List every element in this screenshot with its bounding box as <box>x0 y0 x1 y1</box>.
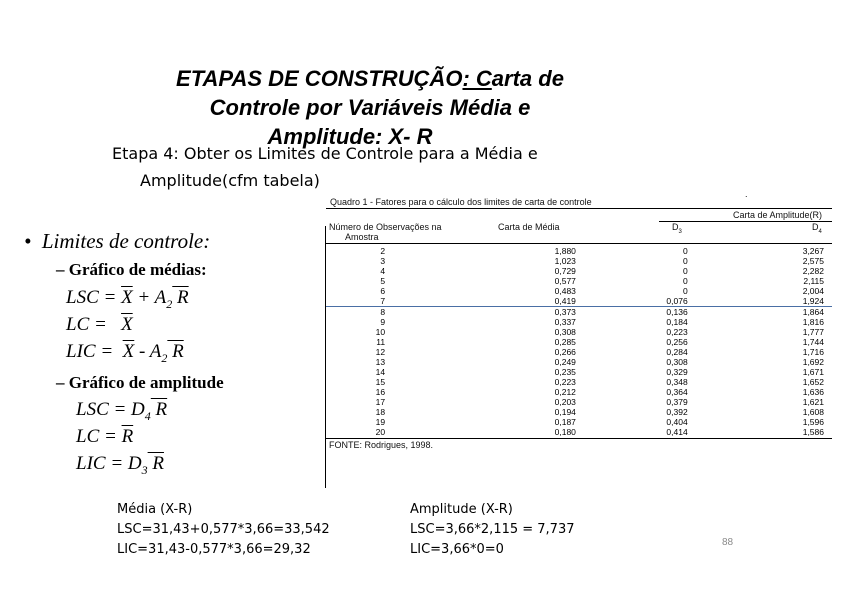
cell-d3: 0 <box>682 276 688 286</box>
table-row <box>326 387 832 397</box>
cell-d3: 0,404 <box>666 417 688 427</box>
cell-d4: 2,282 <box>802 266 824 276</box>
cell-d4: 1,652 <box>802 377 824 387</box>
cell-a2: 0,194 <box>554 407 576 417</box>
limits-heading: • Limites de controle: <box>24 229 211 253</box>
table-left-rule <box>325 226 326 488</box>
factor-table <box>326 246 832 437</box>
cell-n: 6 <box>380 286 386 296</box>
cell-d4: 2,575 <box>802 256 824 266</box>
table-row <box>326 276 832 286</box>
cell-n: 13 <box>375 357 386 367</box>
table-row <box>326 377 832 387</box>
cell-n: 15 <box>375 377 386 387</box>
table-row <box>326 397 832 407</box>
cell-d4: 1,692 <box>802 357 824 367</box>
cell-a2: 0,729 <box>554 266 576 276</box>
cell-n: 7 <box>326 296 397 307</box>
cell-n: 2 <box>380 246 386 256</box>
cell-d4: 1,716 <box>802 347 824 357</box>
title-line-1: ETAPAS DE CONSTRUÇÃO: Carta de <box>176 66 564 91</box>
cell-a2: 0,212 <box>554 387 576 397</box>
cell-n: 10 <box>375 327 386 337</box>
col-header-observations: Número de Observações na Amostra <box>329 222 442 242</box>
cell-a2: 0,223 <box>554 377 576 387</box>
cell-a2: 1,880 <box>554 246 576 256</box>
cell-d3: 0,076 <box>576 296 688 307</box>
cell-d4: 1,671 <box>802 367 824 377</box>
cell-n: 5 <box>380 276 386 286</box>
cell-d3: 0,364 <box>666 387 688 397</box>
cell-d4: 1,608 <box>802 407 824 417</box>
table-row <box>326 286 832 296</box>
cell-d4: 2,115 <box>803 276 824 286</box>
cell-d4: 1,744 <box>802 337 824 347</box>
cell-n: 17 <box>375 397 386 407</box>
cell-d3: 0,329 <box>666 367 688 377</box>
table-dot: . <box>745 189 748 199</box>
mean-calc-lic: LIC=31,43-0,577*3,66=29,32 <box>117 542 311 557</box>
cell-d3: 0,184 <box>666 317 688 327</box>
cell-n: 11 <box>376 337 386 347</box>
cell-d4: 1,586 <box>802 427 824 437</box>
cell-n: 19 <box>375 417 386 427</box>
cell-n: 20 <box>375 427 386 437</box>
table-row <box>326 256 832 266</box>
range-calc-title: Amplitude (X-R) <box>410 502 513 517</box>
cell-n: 14 <box>375 367 386 377</box>
mean-calc-lsc: LSC=31,43+0,577*3,66=33,542 <box>117 522 330 537</box>
range-lsc-formula: LSC = $D_4$ R <box>76 399 168 423</box>
cell-a2: 0,235 <box>554 367 576 377</box>
factor-table-block <box>326 208 832 450</box>
cell-d3: 0,392 <box>666 407 688 417</box>
range-chart-heading: – Gráfico de amplitude <box>56 373 224 392</box>
cell-n: 4 <box>380 266 386 276</box>
cell-d3: 0,136 <box>666 307 688 317</box>
step-text-line-2: Amplitude(cfm tabela) <box>140 171 320 190</box>
range-chart-group-header: Carta de Amplitude(R) <box>732 210 822 220</box>
means-lsc-formula: LSC = $\overline{X} + A_2$ R <box>66 287 189 311</box>
table-header-row <box>326 221 832 244</box>
range-calc-lic: LIC=3,66*0=0 <box>410 542 504 557</box>
cell-d4: 1,596 <box>802 417 824 427</box>
cell-a2: 0,203 <box>554 397 576 407</box>
cell-d3: 0,308 <box>666 357 688 367</box>
cell-n: 8 <box>380 307 386 317</box>
table-caption: Quadro 1 - Fatores para o cálculo dos limites de carta de controle <box>330 197 592 207</box>
table-row <box>326 357 832 367</box>
range-lc-formula: LC = $\overline{R}$ <box>76 426 134 447</box>
bullet: • <box>24 229 32 253</box>
title-line-2: Controle por Variáveis Média e <box>209 95 531 120</box>
cell-n: 16 <box>375 387 386 397</box>
cell-d4: 1,864 <box>802 307 824 317</box>
table-top-rule <box>326 208 832 221</box>
cell-d3: 0 <box>682 266 688 276</box>
cell-d4: 1,924 <box>688 296 832 307</box>
cell-a2: 0,337 <box>554 317 576 327</box>
cell-n: 9 <box>380 317 386 327</box>
cell-d3: 0 <box>682 286 688 296</box>
table-row <box>326 266 832 276</box>
cell-d3: 0 <box>682 246 688 256</box>
cell-a2: 0,419 <box>397 296 576 307</box>
cell-d3: 0,348 <box>666 377 688 387</box>
table-bottom-rule <box>326 438 832 439</box>
table-row <box>326 347 832 357</box>
cell-a2: 0,249 <box>554 357 576 367</box>
cell-a2: 0,577 <box>554 276 576 286</box>
cell-n: 3 <box>380 256 386 266</box>
cell-a2: 0,266 <box>554 347 576 357</box>
cell-d4: 1,777 <box>802 327 824 337</box>
table-row <box>326 246 832 256</box>
cell-d3: 0,379 <box>666 397 688 407</box>
cell-d3: 0,256 <box>666 337 688 347</box>
col-header-d4: $D_4$ <box>812 222 822 235</box>
means-lic-formula: LIC = $\overline{X} - A_2$ R <box>66 341 184 365</box>
range-calc-lsc: LSC=3,66*2,115 = 7,737 <box>410 522 575 537</box>
cell-d4: 1,621 <box>802 397 824 407</box>
table-row <box>326 367 832 377</box>
cell-a2: 0,308 <box>554 327 576 337</box>
table-row <box>326 307 832 318</box>
cell-d3: 0,284 <box>666 347 688 357</box>
cell-d4: 3,267 <box>802 246 824 256</box>
col-header-mean-chart: Carta de Média <box>498 222 560 232</box>
range-calculation <box>410 500 575 560</box>
table-row <box>326 317 832 327</box>
cell-d4: 1,816 <box>802 317 824 327</box>
range-lic-formula: LIC = $D_3$ R <box>76 453 164 477</box>
mean-calc-title: Média (X-R) <box>117 502 193 517</box>
page-number: 88 <box>722 537 734 548</box>
means-chart-heading: – Gráfico de médias: <box>56 260 207 279</box>
table-row <box>326 407 832 417</box>
slide-title <box>100 64 640 151</box>
table-row <box>326 327 832 337</box>
title-line-3: Amplitude: X- R <box>267 124 433 149</box>
cell-a2: 1,023 <box>554 256 576 266</box>
cell-n: 12 <box>375 347 386 357</box>
col-header-d3: $D_3$ <box>672 222 682 235</box>
cell-d3: 0,223 <box>666 327 688 337</box>
cell-n: 18 <box>375 407 386 417</box>
cell-d4: 1,636 <box>802 387 824 397</box>
table-row <box>326 417 832 427</box>
table-row <box>326 296 832 307</box>
cell-d4: 2,004 <box>802 286 824 296</box>
step-text-line-1: Etapa 4: Obter os Limites de Controle para a Média e <box>112 144 538 163</box>
cell-a2: 0,373 <box>554 307 576 317</box>
mean-calculation <box>117 500 330 560</box>
table-source: FONTE: Rodrigues, 1998. <box>329 440 434 450</box>
cell-d3: 0 <box>682 256 688 266</box>
cell-a2: 0,285 <box>554 337 576 347</box>
cell-a2: 0,187 <box>554 417 576 427</box>
cell-a2: 0,483 <box>554 286 576 296</box>
table-row <box>326 337 832 347</box>
cell-d3: 0,414 <box>666 427 688 437</box>
table-row <box>326 427 832 437</box>
cell-a2: 0,180 <box>554 427 576 437</box>
means-lc-formula: LC = $\overline{X}$ <box>66 314 133 335</box>
